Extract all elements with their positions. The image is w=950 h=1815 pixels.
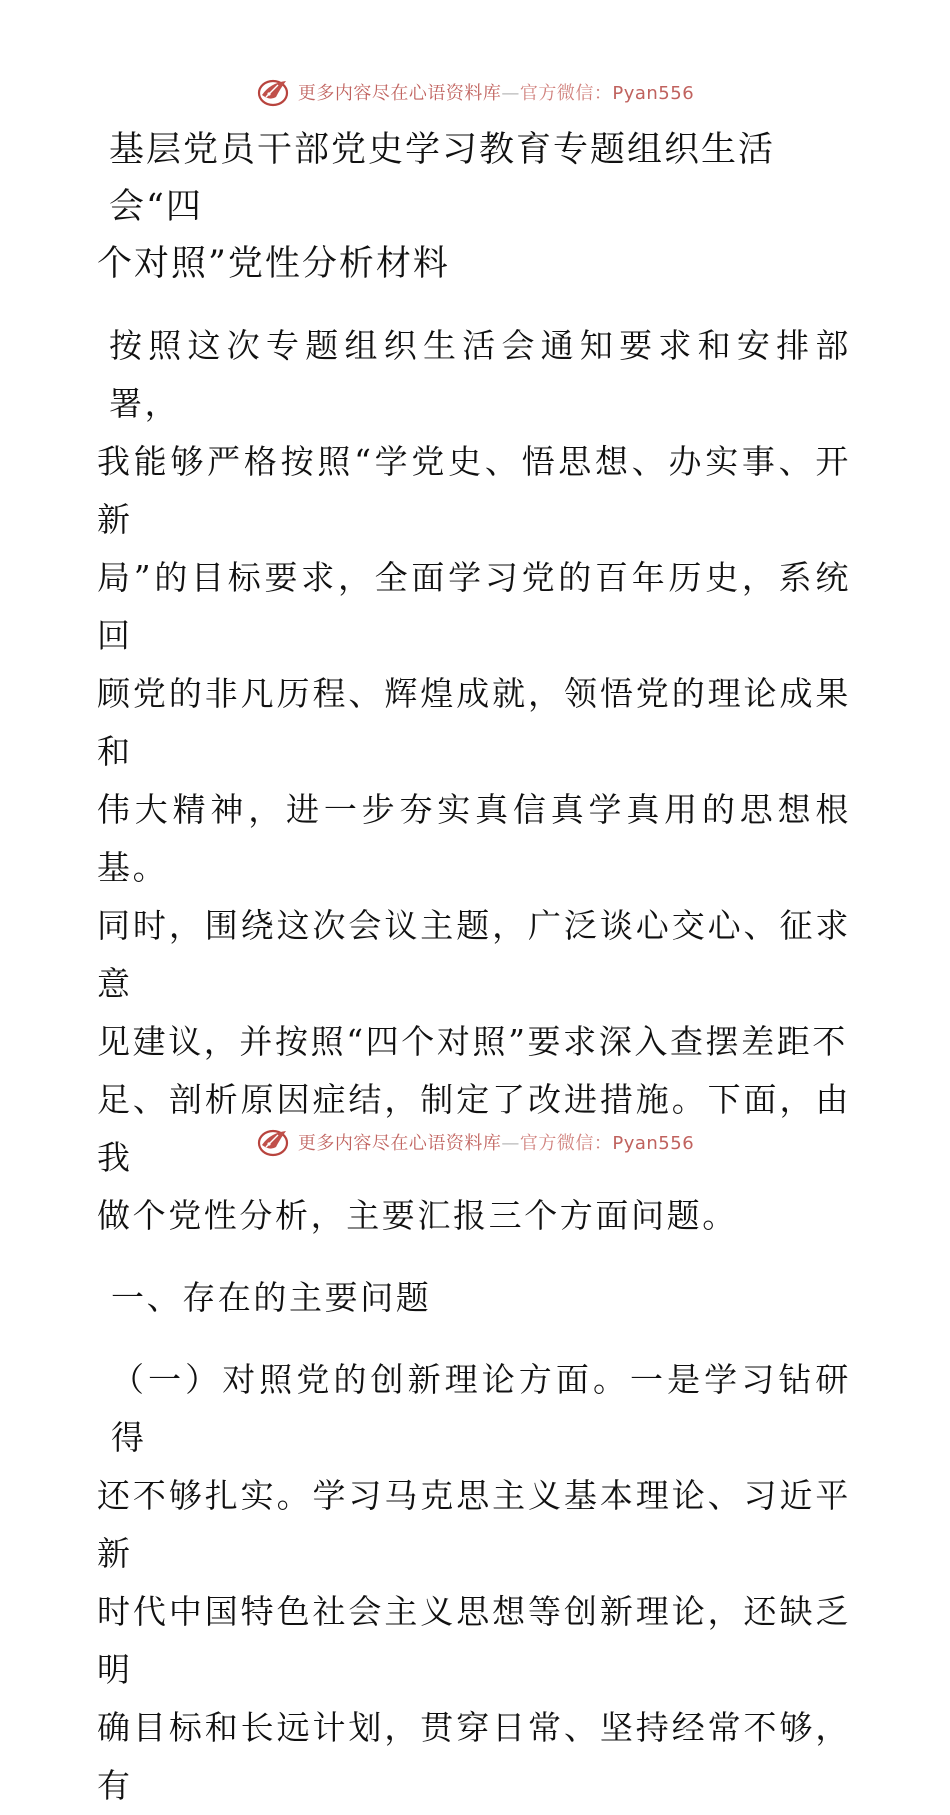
document-body xyxy=(97,122,851,1815)
title-line-2: 个对照”党性分析材料 xyxy=(97,244,450,284)
intro-line: 做个党性分析，主要汇报三个方面问题。 xyxy=(97,1196,738,1235)
intro-line: 足、剖析原因症结，制定了改进措施。下面，由我 xyxy=(97,1080,851,1177)
intro-line: 见建议，并按照“四个对照”要求深入查摆差距不 xyxy=(97,1022,848,1061)
intro-paragraph xyxy=(97,317,851,1245)
title-line-1: 基层党员干部党史学习教育专题组织生活会“四 xyxy=(109,130,776,227)
section-heading: 一、存在的主要问题 xyxy=(111,1278,432,1317)
pen-nib-logo-icon xyxy=(256,75,292,109)
intro-line: 同时，围绕这次会议主题，广泛谈心交心、征求意 xyxy=(97,906,851,1003)
section-line: 确目标和长远计划，贯穿日常、坚持经常不够，有 xyxy=(97,1708,851,1805)
section-line: 还不够扎实。学习马克思主义基本理论、习近平新 xyxy=(97,1476,851,1573)
watermark-text: 更多内容尽在心语资料库—官方微信：Pyan556 xyxy=(297,1133,695,1154)
intro-line: 我能够严格按照“学党史、悟思想、办实事、开新 xyxy=(97,442,851,539)
header-watermark xyxy=(0,72,950,112)
intro-line: 顾党的非凡历程、辉煌成就，领悟党的理论成果和 xyxy=(97,674,851,771)
section-line: （一）对照党的创新理论方面。一是学习钻研得 xyxy=(111,1360,851,1457)
footer-watermark xyxy=(0,1122,950,1162)
pen-nib-logo-icon xyxy=(256,1125,292,1159)
section-paragraph xyxy=(97,1351,851,1815)
watermark-text: 更多内容尽在心语资料库—官方微信：Pyan556 xyxy=(297,83,695,104)
document-title xyxy=(97,122,851,293)
intro-line: 局”的目标要求，全面学习党的百年历史，系统回 xyxy=(97,558,851,655)
intro-line: 伟大精神，进一步夯实真信真学真用的思想根基。 xyxy=(97,790,851,887)
section-line: 时代中国特色社会主义思想等创新理论，还缺乏明 xyxy=(97,1592,851,1689)
intro-line: 按照这次专题组织生活会通知要求和安排部署， xyxy=(109,326,851,423)
